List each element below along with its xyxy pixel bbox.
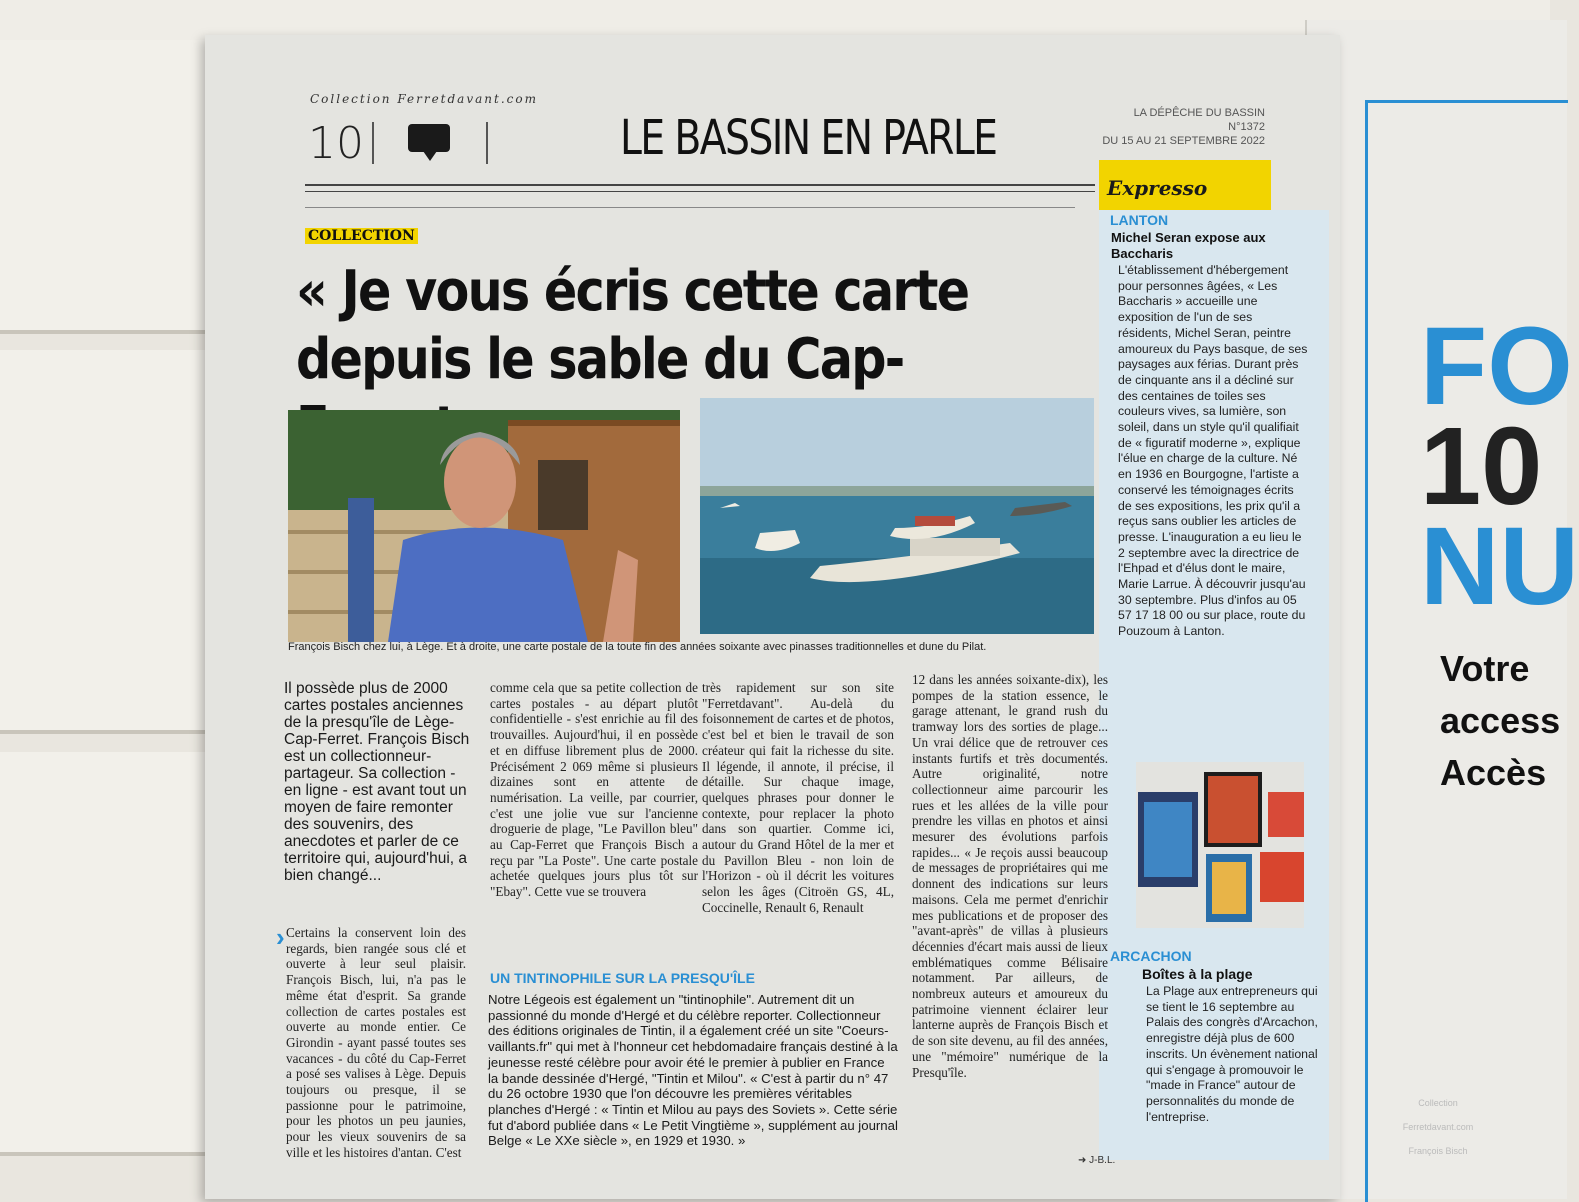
tintin-paragraph: Notre Légeois est également un "tintinophile". Autrement dit un passionné du monde d'Hergé et du célèbre reporter. Collectionneur des éditions originales de Tintin, il a également créé un site "Coeurs-vaillants.fr" qui met à l'honneur cet hebdomadaire français destiné à la jeunesse resté célèbre pour avoir été le premier à publier en France la bande dessinée d'Hergé, "Tintin et Milou". « C'est à partir du n° 47 du 26 octobre 1930 que l'on découvre les premières véritables planches d'Hergé : « Tintin et Milou au pays des Soviets ». Cette série fut d'abord publiée dans « Le Petit Vingtième », supplément au journal Belge « Le XXe siècle », en 1929 et 1930. » <box>488 992 898 1149</box>
header-rule <box>305 207 1075 208</box>
wood-plank <box>0 40 215 334</box>
next-page-headline-3: NU <box>1420 505 1579 628</box>
paper-name: LA DÉPÊCHE DU BASSIN <box>1133 107 1265 119</box>
next-page-text-2: access <box>1440 700 1561 741</box>
masthead-info <box>1102 106 1265 148</box>
divider <box>372 122 374 164</box>
issue-dates: DU 15 AU 21 SEPTEMBRE 2022 <box>1102 135 1265 147</box>
masthead-rule <box>305 191 1095 192</box>
article-intro: Il possède plus de 2000 cartes postales anciennes de la presqu'île de Lège-Cap-Ferret. François Bisch est un collectionneur-partageur. Sa collection - en ligne - est avant tout un moyen de faire remonter des souvenirs, des anecdotes et parler de ce territoire qui, aujourd'hui, a bien changé... <box>284 680 470 884</box>
next-page-headline-1: FO <box>1420 305 1573 428</box>
author-signature: ➜ J-B.L. <box>1078 1155 1116 1166</box>
article-column-3: très rapidement sur son site "Ferretdavant". Au-delà du foisonnement de cartes et de photos, c'est bel et bien le travail de son créateur qui fait la richesse du site. Il légende, il annote, il précise, il détaille. Sur chaque image, quelques phrases pour donner le contexte, pour replacer la photo dans son quartier. Comme ici, autour du Grand Hôtel de la mer et du Pavillon Bleu - non loin de l'Horizon - où il décrit les voitures selon les âges (Citroën GS, 4L, Coccinelle, Renault 6, Renault <box>702 680 894 915</box>
sidebar-body-1: L'établissement d'hébergement pour personnes âgées, « Les Baccharis » accueille une exposition de l'un de ses résidents, Michel Seran, peintre amoureux du Pays basque, de ses paysages aux férias. Durant près de cinquante ans il a décliné sur des centaines de toiles ses couleurs vives, sa lumière, son soleil, dans un style qu'il qualifiait de « figuratif moderne », explique l'élue en charge de la culture. Né en 1936 en Bourgogne, l'artiste a conservé les témoignages écrits de ses expositions, les prix qu'il a reçus sans oublier les articles de presse. L'inauguration a eu lieu le 2 septembre avec la directrice de l'Ehpad et d'élus dont le maire, Marie Larrue. À découvrir jusqu'au 30 septembre. Plus d'infos au 05 57 17 18 00 ou sur place, route du Pouzoum à Lanton. <box>1118 263 1308 639</box>
watermark-stamp: Collection Ferretdavant.com François Bisch <box>1402 1098 1474 1156</box>
wood-plank <box>0 350 215 734</box>
next-page-text-1: Votre <box>1440 648 1530 689</box>
portrait-photo <box>288 410 680 642</box>
paintings-photo <box>1136 762 1304 928</box>
collection-tag: Collection Ferretdavant.com <box>310 92 538 106</box>
photo-caption: François Bisch chez lui, à Lège. Et à droite, une carte postale de la toute fin des années soixante avec pinasses traditionnelles et dune du Pilat. <box>288 641 987 653</box>
page-number: 10 <box>308 118 364 169</box>
sidebar-body-2: La Plage aux entrepreneurs qui se tient le 16 septembre au Palais des congrès d'Arcachon, enregistre déjà plus de 600 inscrits. Un évènement national qui s'engage à promouvoir le "made in France" autour de personnalités du monde de l'entreprise. <box>1146 984 1318 1124</box>
article-headline: « Je vous écris cette carte depuis le sable du Cap- <box>296 259 969 392</box>
article-kicker: COLLECTION <box>305 228 418 244</box>
sidebar-title-1: Michel Seran expose aux Baccharis <box>1111 230 1266 261</box>
speech-bubble-icon <box>408 124 450 152</box>
issue-number: N°1372 <box>1228 121 1265 133</box>
article-column-2: comme cela que sa petite collection de cartes postales - au départ plutôt confidentielle - s'est enrichie au fil des trouvailles. Aujourd'hui, il en possède et en diffuse librement plus de 2000. Précisément 2 069 même si plusieurs dizaines sont en attente de numérisation. La veille, par courrier, c'est une jolie vue sur l'ancienne droguerie de plage, "Le Pavillon bleu" au Cap-Ferret que François Bisch a reçu par "La Poste". Une carte postale achetée quelques jours plus tôt sur "Ebay". Cette vue se trouvera <box>490 680 698 900</box>
sidebar-location-1: LANTON <box>1110 212 1169 228</box>
postcard-boats-photo <box>700 398 1094 634</box>
chevron-right-icon: › <box>276 922 285 952</box>
article-column-4: 12 dans les années soixante-dix), les pompes de la station essence, le garage attenant, le grand rush du tramway lors des sorties de plage... Un vrai délice que de retrouver ces instants furtifs et très documentés. Autre originalité, notre collectionneur aime parcourir les rues et les allées de la ville pour prendre les villas en photos et ainsi mesurer des évolutions parfois rapides... « Je reçois aussi beaucoup de messages de propriétaires qui me donnent des indications sur leurs maisons. Cela me permet d'enrichir mes publications et de proposer des "avant-après" de villas à plusieurs décennies d'écart mais aussi de lieux emblématiques comme Bélisaire notamment. Par ailleurs, de nombreux auteurs et amoureux du patrimoine viennent éclairer leur lanterne auprès de François Bisch et de son site devenu, au fil des années, une "mémoire" numérique de la Presqu'île. <box>912 672 1108 1080</box>
article-subhead: UN TINTINOPHILE SUR LA PRESQU'ÎLE <box>490 970 755 986</box>
masthead-rule <box>305 184 1095 186</box>
wood-plank <box>0 752 215 1156</box>
next-page-text-3: Accès <box>1440 752 1547 793</box>
sidebar-header: Expresso <box>1099 160 1271 210</box>
section-title: LE BASSIN EN PARLE <box>620 110 997 166</box>
sidebar-location-2: ARCACHON <box>1110 948 1192 964</box>
sidebar-title-2: Boîtes à la plage <box>1142 966 1253 982</box>
divider <box>486 122 488 164</box>
next-page-headline-2: 10 <box>1420 405 1543 528</box>
article-column-1: Certains la conservent loin des regards, bien rangée sous clé et ouverte à leur seul plaisir. François Bisch, lui, n'a pas le même état d'esprit. Sa grande collection de cartes postales est ouverte au monde entier. Ce Girondin - ayant passé toutes ses vacances - du côté du Cap-Ferret a posé ses valises à Lège. Depuis toujours ou presque, il se passionne pour le patrimoine, pour les photos un peu jaunies, pour les vieux souvenirs de sa ville et les histoires d'antan. C'est <box>286 925 466 1160</box>
